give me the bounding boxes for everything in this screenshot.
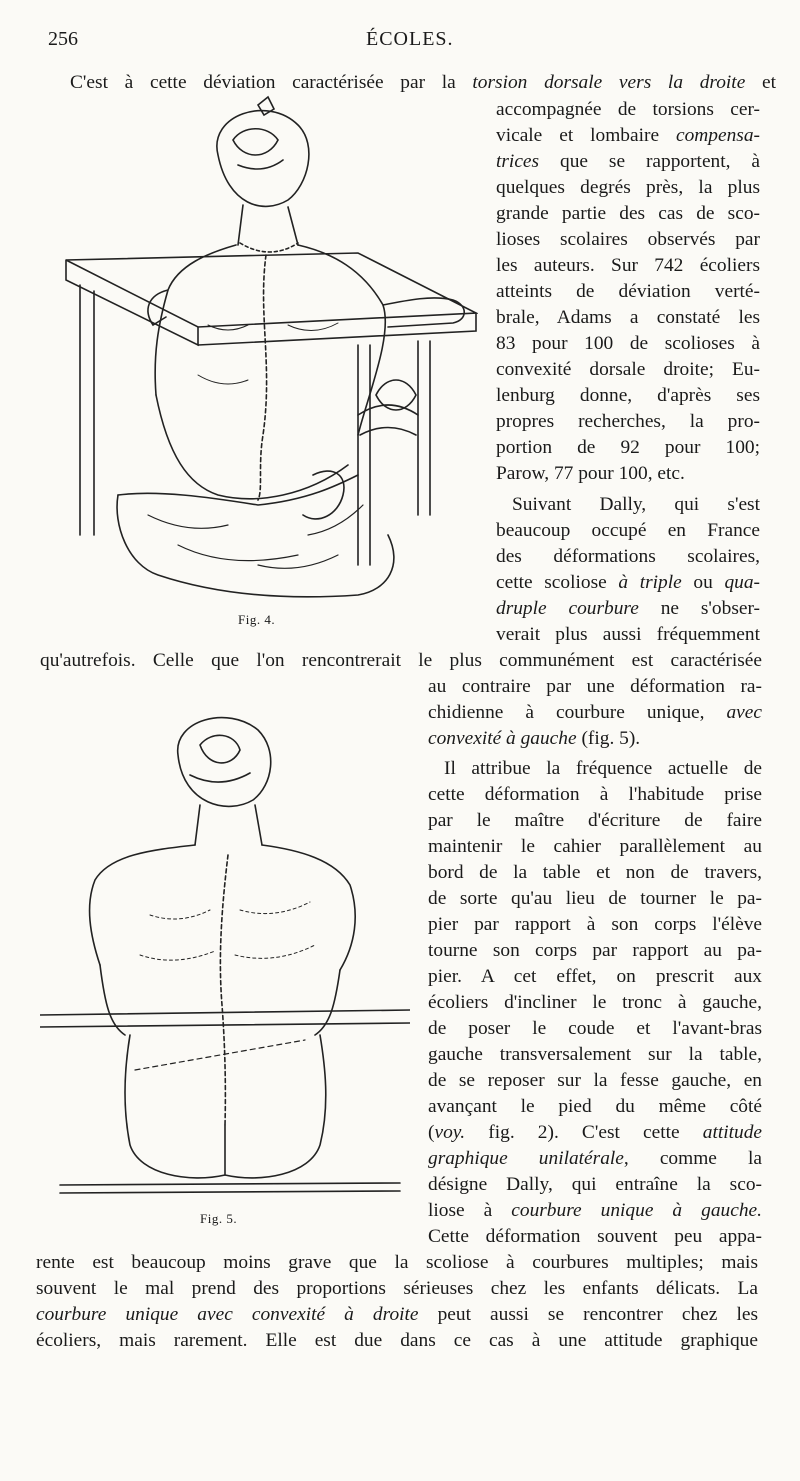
- text-line: [496, 383, 760, 409]
- text-line: [428, 1120, 762, 1146]
- figure-5-caption: Fig. 5.: [200, 1211, 238, 1226]
- text-run: désigne Dally, qui entraîne la sco-: [428, 1174, 762, 1195]
- text-line: [496, 570, 760, 596]
- text-line: [428, 964, 762, 990]
- text-run: avançant le pied du même côté: [428, 1096, 762, 1117]
- figure-4-caption: Fig. 4.: [238, 612, 276, 627]
- text-line: [496, 331, 760, 357]
- text-run: chidienne à courbure unique,: [428, 702, 727, 723]
- text-run: rente est beaucoup moins grave que la scoliose à courbures multiples; mais: [36, 1252, 758, 1273]
- italic-run: à triple: [618, 572, 682, 593]
- text-line: [496, 409, 760, 435]
- text-line: [36, 1302, 758, 1328]
- text-run: quelques degrés près, la plus: [496, 177, 760, 198]
- text-line: [428, 726, 688, 752]
- text-run: lioses scolaires observés par: [496, 229, 760, 250]
- text-run: écoliers d'incliner le tronc à gauche,: [428, 992, 762, 1013]
- text-line: [428, 1172, 762, 1198]
- text-run: peut aussi se rencontrer chez les: [418, 1304, 758, 1325]
- text-line: [428, 808, 762, 834]
- text-run: Suivant Dally, qui s'est: [512, 494, 760, 515]
- text-run: (: [428, 1122, 435, 1143]
- text-line: [428, 834, 762, 860]
- text-line: [496, 279, 760, 305]
- text-line: [428, 674, 762, 700]
- text-run: tourne son corps par rapport au pa-: [428, 940, 762, 961]
- text-run: lenburg donne, d'après ses: [496, 385, 760, 406]
- text-run: atteints de déviation verté-: [496, 281, 760, 302]
- text-run: souvent le mal prend des proportions sérieuses chez les enfants délicats. La: [36, 1278, 758, 1299]
- text-line: [428, 1198, 762, 1224]
- text-run: beaucoup occupé en France: [496, 520, 760, 541]
- text-line: [428, 700, 762, 726]
- text-run: Il attribue la fréquence actuelle de: [444, 758, 762, 779]
- text-line: [496, 596, 760, 622]
- text-run: vicale et lombaire: [496, 125, 676, 146]
- italic-run: courbure unique à gauche.: [511, 1200, 762, 1221]
- text-run: fig. 2). C'est cette: [465, 1122, 703, 1143]
- text-run: qu'autrefois. Celle que l'on rencontrerait le plus communément est caractérisée: [40, 650, 762, 671]
- text-run: Cette déformation souvent peu appa-: [428, 1226, 762, 1247]
- text-line: [428, 1146, 762, 1172]
- text-run: les auteurs. Sur 742 écoliers: [496, 255, 760, 276]
- italic-run: courbure unique avec convexité à droite: [36, 1304, 419, 1325]
- text-line: [70, 70, 776, 96]
- text-line: [428, 860, 762, 886]
- text-run: ne s'obser-: [638, 598, 760, 619]
- text-run: cette déformation à l'habitude prise: [428, 784, 762, 805]
- text-run: maintenir le cahier parallèlement au: [428, 836, 762, 857]
- text-line: [40, 648, 762, 674]
- text-line: [428, 1094, 762, 1120]
- italic-run: torsion dorsale vers la droite: [472, 72, 746, 93]
- text-line: [496, 305, 760, 331]
- text-run: et: [745, 72, 776, 93]
- text-line: [428, 912, 762, 938]
- text-line: [36, 1276, 758, 1302]
- text-line: [444, 756, 762, 782]
- text-line: [428, 1016, 762, 1042]
- running-head: [40, 28, 760, 58]
- text-run: liose à: [428, 1200, 512, 1221]
- text-run: accompagnée de torsions cer-: [496, 99, 760, 120]
- text-line: [428, 886, 762, 912]
- text-run: écoliers, mais rarement. Elle est due dans ce cas à une attitude graphique: [36, 1330, 758, 1351]
- text-run: pier par rapport à son corps l'élève: [428, 914, 762, 935]
- text-line: [496, 357, 760, 383]
- text-line: [512, 492, 760, 518]
- text-run: 83 pour 100 de scolioses à: [496, 333, 760, 354]
- text-line: [496, 97, 760, 123]
- text-line: [496, 123, 760, 149]
- text-line: [428, 782, 762, 808]
- text-line: [496, 175, 760, 201]
- italic-run: convexité à gauche: [428, 728, 577, 749]
- page-number: 256: [48, 28, 78, 50]
- italic-run: trices: [496, 151, 540, 172]
- text-line: [428, 990, 762, 1016]
- text-run: (fig. 5).: [576, 728, 641, 749]
- text-line: [428, 1042, 762, 1068]
- text-line: [496, 227, 760, 253]
- text-line: [496, 518, 760, 544]
- running-title: ÉCOLES.: [366, 28, 454, 50]
- text-run: Parow, 77 pour 100, etc.: [496, 463, 685, 484]
- text-run: brale, Adams a constaté les: [496, 307, 760, 328]
- text-run: par le maître d'écriture de faire: [428, 810, 762, 831]
- text-line: [496, 201, 760, 227]
- text-line: [36, 1250, 758, 1276]
- text-run: de se reposer sur la fesse gauche, en: [428, 1070, 762, 1091]
- text-line: [428, 1224, 762, 1250]
- text-run: propres recherches, la pro-: [496, 411, 760, 432]
- italic-run: compensa-: [675, 125, 760, 146]
- italic-run: attitude: [702, 1122, 762, 1143]
- text-run: grande partie des cas de sco-: [496, 203, 760, 224]
- text-line: [428, 1068, 762, 1094]
- text-run: de poser le coude et l'avant-bras: [428, 1018, 762, 1039]
- text-line: [496, 149, 760, 175]
- text-line: [428, 938, 762, 964]
- figure-5-illustration: [40, 705, 410, 1205]
- text-run: verait plus aussi fréquemment: [496, 624, 760, 645]
- text-run: cette scoliose: [496, 572, 619, 593]
- text-run: , comme la: [623, 1148, 762, 1169]
- text-run: de sorte qu'au lieu de tourner le pa-: [428, 888, 762, 909]
- text-run: que se rapportent, à: [539, 151, 760, 172]
- figure-4-illustration: [58, 95, 478, 615]
- italic-run: qua-: [724, 572, 760, 593]
- text-run: au contraire par une déformation ra-: [428, 676, 762, 697]
- text-run: ou: [681, 572, 725, 593]
- italic-run: voy.: [434, 1122, 466, 1143]
- italic-run: druple courbure: [496, 598, 639, 619]
- text-run: convexité dorsale droite; Eu-: [496, 359, 760, 380]
- italic-run: graphique unilatérale: [428, 1148, 624, 1169]
- text-line: [496, 461, 726, 487]
- text-run: pier. A cet effet, on prescrit aux: [428, 966, 762, 987]
- text-run: portion de 92 pour 100;: [496, 437, 760, 458]
- text-line: [36, 1328, 758, 1354]
- text-line: [496, 544, 760, 570]
- italic-run: avec: [726, 702, 762, 723]
- text-run: gauche transversalement sur la table,: [428, 1044, 762, 1065]
- text-line: [496, 253, 760, 279]
- text-line: [496, 435, 760, 461]
- text-run: des déformations scolaires,: [496, 546, 760, 567]
- text-line: [496, 622, 760, 648]
- text-run: bord de la table et non de travers,: [428, 862, 762, 883]
- text-run: C'est à cette déviation caractérisée par la: [70, 72, 473, 93]
